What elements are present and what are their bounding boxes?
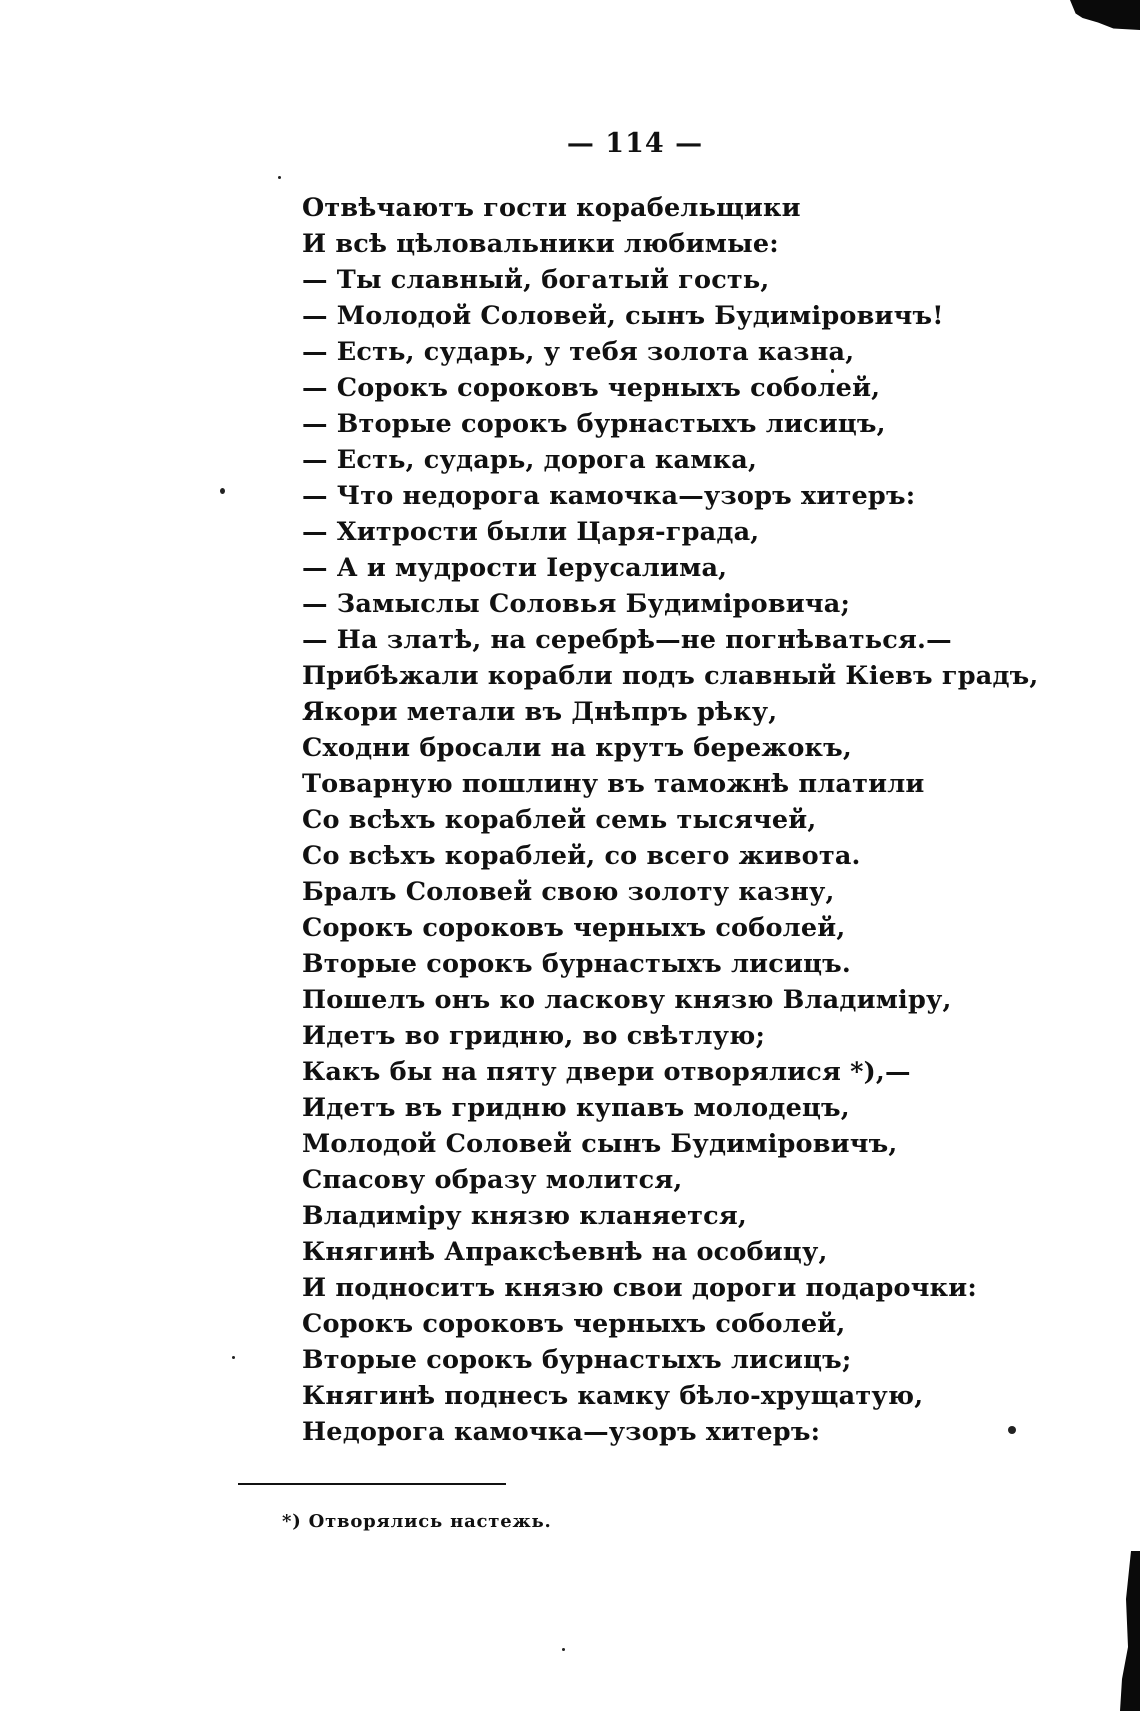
verse-line: Сходни бросали на крутъ бережокъ,: [302, 733, 852, 763]
verse-line: — Хитрости были Царя-града,: [302, 517, 760, 547]
verse-line: Отвѣчаютъ гости корабельщики: [302, 193, 801, 223]
verse-line: Какъ бы на пяту двери отворялися *),—: [302, 1057, 911, 1087]
verse-line: Вторые сорокъ бурнастыхъ лисицъ.: [302, 949, 851, 979]
scan-speck: [220, 488, 225, 494]
poem-text: [302, 190, 1039, 1450]
verse-line: И подноситъ князю свои дороги подарочки:: [302, 1273, 977, 1303]
verse-line: Прибѣжали корабли подъ славный Кiевъ градъ,: [302, 661, 1039, 691]
scan-edge-mark: [1120, 1551, 1140, 1711]
verse-line: — Ты славный, богатый гость,: [302, 265, 770, 295]
verse-line: — Вторые сорокъ бурнастыхъ лисицъ,: [302, 409, 886, 439]
scan-speck: [232, 1356, 235, 1359]
verse-line: Спасову образу молится,: [302, 1165, 683, 1195]
verse-line: — Что недорога камочка—узоръ хитеръ:: [302, 481, 916, 511]
verse-line: Идетъ во гридню, во свѣтлую;: [302, 1021, 766, 1051]
verse-line: Владимiру князю кланяется,: [302, 1201, 747, 1231]
verse-line: Якори метали въ Днѣпръ рѣку,: [302, 697, 778, 727]
verse-line: — Молодой Соловей, сынъ Будимiровичъ!: [302, 301, 944, 331]
verse-line: Со всѣхъ кораблей семь тысячей,: [302, 805, 817, 835]
verse-line: Пошелъ онъ ко ласкову князю Владимiру,: [302, 985, 952, 1015]
page-number: — 114 —: [566, 128, 704, 159]
verse-line: Княгинѣ Апраксѣевнѣ на особицу,: [302, 1237, 828, 1267]
verse-line: Бралъ Соловей свою золоту казну,: [302, 877, 835, 907]
verse-line: — Замыслы Соловья Будимiровича;: [302, 589, 851, 619]
scan-edge-mark: [1070, 0, 1140, 30]
footnote-divider: [238, 1483, 506, 1485]
verse-line: Со всѣхъ кораблей, со всего живота.: [302, 841, 861, 871]
verse-line: Молодой Соловей сынъ Будимiровичъ,: [302, 1129, 898, 1159]
scan-speck: [278, 176, 281, 179]
verse-line: Товарную пошлину въ таможнѣ платили: [302, 769, 925, 799]
verse-line: — На златѣ, на серебрѣ—не погнѣваться.—: [302, 625, 952, 655]
verse-line: Идетъ въ гридню купавъ молодецъ,: [302, 1093, 850, 1123]
verse-line: Вторые сорокъ бурнастыхъ лисицъ;: [302, 1345, 852, 1375]
verse-line: Недорога камочка—узоръ хитеръ:: [302, 1417, 821, 1447]
verse-line: Сорокъ сороковъ черныхъ соболей,: [302, 1309, 846, 1339]
footnote: *) Отворялись настежь.: [282, 1511, 552, 1532]
verse-line: — А и мудрости Iерусалима,: [302, 553, 728, 583]
scan-speck: [562, 1648, 565, 1651]
verse-line: Княгинѣ поднесъ камку бѣло-хрущатую,: [302, 1381, 924, 1411]
verse-line: — Есть, сударь, у тебя золота казна,: [302, 337, 855, 367]
verse-line: — Есть, сударь, дорога камка,: [302, 445, 758, 475]
verse-line: И всѣ цѣловальники любимые:: [302, 229, 779, 259]
verse-line: Сорокъ сороковъ черныхъ соболей,: [302, 913, 846, 943]
verse-line: — Сорокъ сороковъ черныхъ соболей,: [302, 373, 881, 403]
